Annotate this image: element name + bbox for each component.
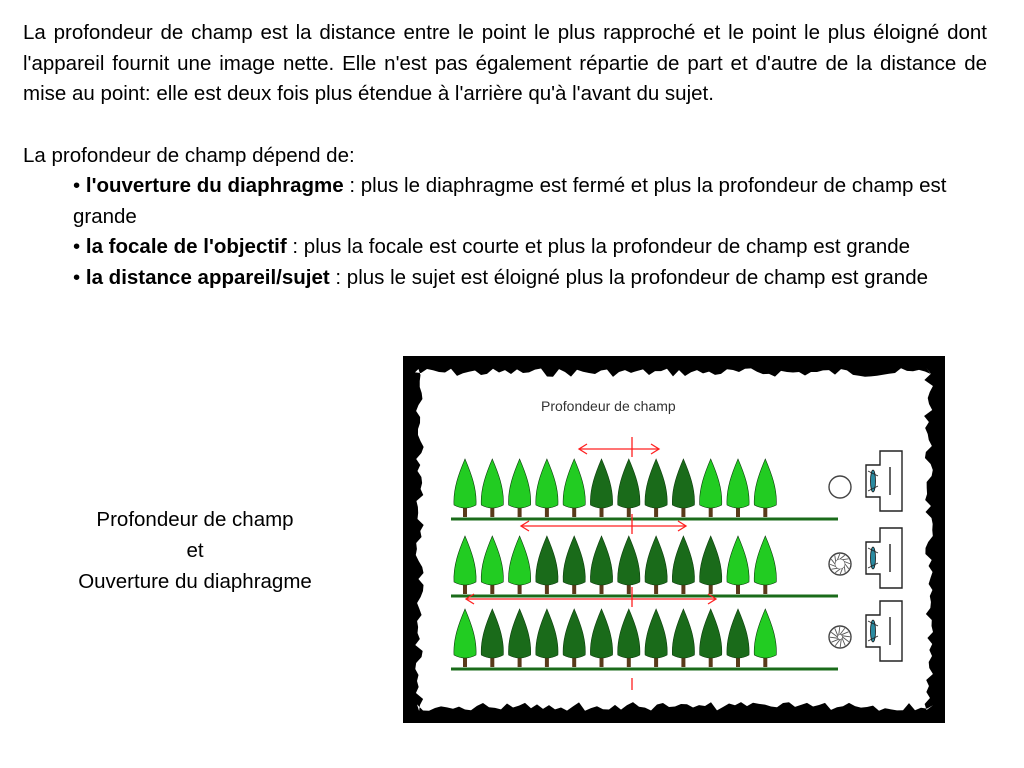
tree-trunk — [681, 658, 685, 667]
tree-trunk — [600, 658, 604, 667]
factor-item — [73, 263, 973, 294]
caption-line: Ouverture du diaphragme — [78, 570, 312, 593]
aperture-opening — [838, 635, 843, 640]
tree-trunk — [490, 658, 494, 667]
tree-trunk — [627, 585, 631, 594]
factor-term: la focale de l'objectif — [85, 235, 287, 258]
tree-trunk — [518, 658, 522, 667]
tree-trunk — [463, 508, 467, 517]
bullet-marker: • — [73, 265, 81, 289]
tree-trunk — [545, 658, 549, 667]
tree-trunk — [572, 508, 576, 517]
bullet-marker: • — [73, 235, 81, 258]
tree-trunk — [545, 508, 549, 517]
factor-item — [73, 171, 973, 232]
tree-trunk — [654, 658, 658, 667]
tree-trunk — [736, 585, 740, 594]
tree-trunk — [490, 508, 494, 517]
factor-description: : plus le diaphragme est fermé et plus la profondeur de champ est grande — [73, 174, 947, 228]
depth-of-field-figure — [403, 356, 945, 723]
tree-trunk — [463, 658, 467, 667]
tree-trunk — [736, 658, 740, 667]
factor-term: l'ouverture du diaphragme — [85, 174, 344, 197]
tree-trunk — [709, 585, 713, 594]
tree-trunk — [736, 508, 740, 517]
figure-canvas — [403, 356, 945, 723]
tree-trunk — [709, 658, 713, 667]
bullet-marker: • — [73, 174, 81, 197]
tree-trunk — [572, 658, 576, 667]
factor-item — [73, 232, 973, 263]
aperture-opening — [835, 559, 845, 569]
tree-trunk — [600, 585, 604, 594]
depends-label: La profondeur de champ dépend de: — [23, 144, 355, 167]
tree-trunk — [518, 508, 522, 517]
factor-description: : plus le sujet est éloigné plus la profondeur de champ est grande — [329, 265, 929, 289]
figure-title: Profondeur de champ — [541, 398, 676, 414]
tree-trunk — [654, 508, 658, 517]
intro-paragraph: La profondeur de champ est la distance entre le point le plus rapproché et le point le plus éloigné dont l'appareil fournit une image nette. Elle n'est pas également répartie de part et d'autre de la distance de mise au point: elle est deux fois plus étendue à l'arrière qu'à l'avant du sujet. — [23, 21, 987, 105]
tree-trunk — [681, 585, 685, 594]
tree-trunk — [490, 585, 494, 594]
tree-trunk — [600, 508, 604, 517]
tree-trunk — [545, 585, 549, 594]
figure-caption — [40, 504, 350, 597]
aperture-ring — [829, 476, 851, 498]
factor-description: : plus la focale est courte et plus la profondeur de champ est grande — [286, 235, 911, 258]
tree-trunk — [572, 585, 576, 594]
factor-list — [73, 171, 973, 293]
tree-trunk — [763, 508, 767, 517]
tree-trunk — [627, 508, 631, 517]
caption-line: Profondeur de champ — [96, 508, 294, 531]
tree-trunk — [709, 508, 713, 517]
tree-trunk — [681, 508, 685, 517]
caption-line: et — [186, 539, 204, 562]
factor-term: la distance appareil/sujet — [85, 265, 330, 289]
tree-trunk — [763, 658, 767, 667]
tree-trunk — [463, 585, 467, 594]
tree-trunk — [518, 585, 522, 594]
tree-trunk — [654, 585, 658, 594]
tree-trunk — [763, 585, 767, 594]
tree-trunk — [627, 658, 631, 667]
